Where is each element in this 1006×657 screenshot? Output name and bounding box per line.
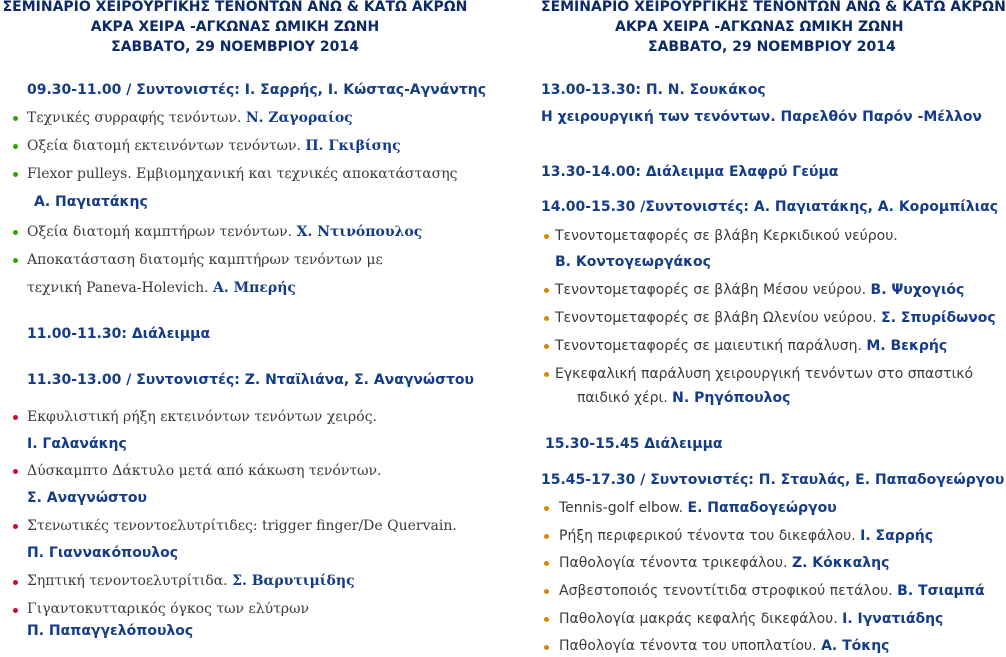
talk-line: Flexor pulleys. Εμβιομηχανική και τεχνικές αποκατάστασης <box>27 166 458 182</box>
talk-speaker: Α. Παγιατάκης <box>34 194 148 210</box>
talk-speaker: Ι. Γαλανάκης <box>27 436 127 452</box>
bullet-icon <box>544 534 549 539</box>
talk-line: Εγκεφαλική παράλυση χειρουργική τενόντων στο σπαστικό <box>555 366 974 382</box>
bullet-icon <box>13 258 18 263</box>
session2-heading: 11.30-13.00 / Συντονιστές: Ζ. Νταϊλιάνα, Σ. Αναγνώστου <box>27 372 474 388</box>
talk-line: Σηπτική τενοντοελυτρίτιδα. Σ. Βαρυτιμίδης <box>27 573 355 589</box>
session3-heading: 14.00-15.30 /Συντονιστές: Α. Παγιατάκης, Α. Κορομπίλιας <box>541 199 998 215</box>
right-header <box>541 0 1006 57</box>
talk-speaker: Β. Κοντογεωργάκος <box>555 254 711 270</box>
talk-line: Παθολογία μακράς κεφαλής δικεφάλου. Ι. Ιγνατιάδης <box>559 611 944 627</box>
talk-line: Εκφυλιστική ρήξη εκτεινόντων τενόντων χειρός. <box>27 409 377 425</box>
talk-line: Παθολογία τένοντα τρικεφάλου. Ζ. Κόκκαλης <box>559 555 890 571</box>
talk-line: Παθολογία τένοντα του υποπλατίου. Α. Τόκης <box>559 638 890 654</box>
bullet-icon <box>544 506 549 511</box>
talk-line: Γιγαντοκυτταρικός όγκος των ελύτρων <box>27 601 310 617</box>
bullet-icon <box>13 116 18 121</box>
left-header-line1: ΣΕΜΙΝΑΡΙΟ ΧΕΙΡΟΥΡΓΙΚΗΣ ΤΕΝΟΝΤΩΝ ΑΝΩ & ΚΑΤΩ ΑΚΡΩΝ <box>2 0 468 15</box>
session1-heading: 09.30-11.00 / Συντονιστές: Ι. Σαρρής, Ι. Κώστας-Αγνάντης <box>27 82 487 98</box>
bullet-icon <box>544 645 549 650</box>
bullet-icon <box>544 589 549 594</box>
talk-speaker: Π. Γιαννακόπουλος <box>27 545 179 561</box>
talk-line: Τενοντομεταφορές σε βλάβη Μέσου νεύρου. Β. Ψυχογιός <box>555 282 965 298</box>
bullet-icon <box>544 344 549 349</box>
talk-line: Τεχνικές συρραφής τενόντων. Ν. Ζαγοραίος <box>27 110 353 126</box>
left-header-line3: ΣΑΒΒΑΤΟ, 29 ΝΟΕΜΒΡΙΟΥ 2014 <box>111 39 359 55</box>
lecture-title: Η χειρουργική των τενόντων. Παρελθόν Παρόν -Μέλλον <box>541 109 982 125</box>
talk-line: Τενοντομεταφορές σε βλάβη Ωλενίου νεύρου. Σ. Σπυρίδωνος <box>555 310 996 326</box>
talk-line: Αποκατάσταση διατομής καμπτήρων τενόντων με <box>27 252 383 268</box>
break1: 11.00-11.30: Διάλειμμα <box>27 326 211 342</box>
break2: 13.30-14.00: Διάλειμμα Ελαφρύ Γεύμα <box>541 164 839 180</box>
bullet-icon <box>13 172 18 177</box>
lecture-time: 13.00-13.30: Π. Ν. Σουκάκος <box>541 82 766 98</box>
bullet-icon <box>13 608 18 613</box>
session4-heading: 15.45-17.30 / Συντονιστές: Π. Σταυλάς, Ε. Παπαδογεώργου <box>541 472 1005 488</box>
left-header-line2: ΑΚΡΑ ΧΕΙΡΑ -ΑΓΚΩΝΑΣ ΩΜΙΚΗ ΖΩΝΗ <box>90 19 380 35</box>
bullet-icon <box>544 288 549 293</box>
talk-line: Ρήξη περιφερικού τένοντα του δικεφάλου. Ι. Σαρρής <box>559 528 934 544</box>
bullet-icon <box>544 617 549 622</box>
bullet-icon <box>544 316 549 321</box>
bullet-icon <box>13 230 18 235</box>
bullet-icon <box>13 580 18 585</box>
bullet-icon <box>544 372 549 377</box>
right-column <box>541 0 1006 657</box>
break3: 15.30-15.45 Διάλειμμα <box>545 436 723 452</box>
bullet-icon <box>544 561 549 566</box>
bullet-icon <box>13 415 18 420</box>
talk-line: Στενωτικές τενοντοελυτρίτιδες: trigger finger/De Quervain. <box>27 518 457 534</box>
right-header-line2: ΑΚΡΑ ΧΕΙΡΑ -ΑΓΚΩΝΑΣ ΩΜΙΚΗ ΖΩΝΗ <box>615 19 904 35</box>
bullet-icon <box>544 234 549 239</box>
right-header-line1: ΣΕΜΙΝΑΡΙΟ ΧΕΙΡΟΥΡΓΙΚΗΣ ΤΕΝΟΝΤΩΝ ΑΝΩ & ΚΑΤΩ ΑΚΡΩΝ <box>541 0 1006 15</box>
talk-line: Τενοντομεταφορές σε μαιευτική παράλυση. Μ. Βεκρής <box>555 338 948 354</box>
talk-speaker: Σ. Αναγνώστου <box>27 490 147 506</box>
talk-speaker: Π. Παπαγγελόπουλος <box>27 623 194 639</box>
talk-line: Τενοντομεταφορές σε βλάβη Κερκιδικού νεύρου. <box>555 228 898 244</box>
bullet-icon <box>13 469 18 474</box>
talk-line: Tennis-golf elbow. Ε. Παπαδογεώργου <box>559 500 837 516</box>
talk-line: Οξεία διατομή εκτεινόντων τενόντων. Π. Γκιβίσης <box>27 138 401 154</box>
bullet-icon <box>13 524 18 529</box>
talk-line: Οξεία διατομή καμπτήρων τενόντων. Χ. Ντινόπουλος <box>27 224 423 240</box>
right-header-line3: ΣΑΒΒΑΤΟ, 29 ΝΟΕΜΒΡΙΟΥ 2014 <box>648 39 896 55</box>
bullet-icon <box>13 144 18 149</box>
left-header <box>0 0 470 57</box>
talk-line: Δύσκαμπτο Δάκτυλο μετά από κάκωση τενόντων. <box>27 463 382 479</box>
talk-line: παιδικό χέρι. Ν. Ρηγόπουλος <box>577 390 791 406</box>
talk-line: Ασβεστοποιός τενοντίτιδα στροφικού πετάλου. Β. Τσιαμπά <box>559 583 985 599</box>
talk-line: τεχνική Paneva-Holevich. Α. Μπερής <box>27 280 296 296</box>
